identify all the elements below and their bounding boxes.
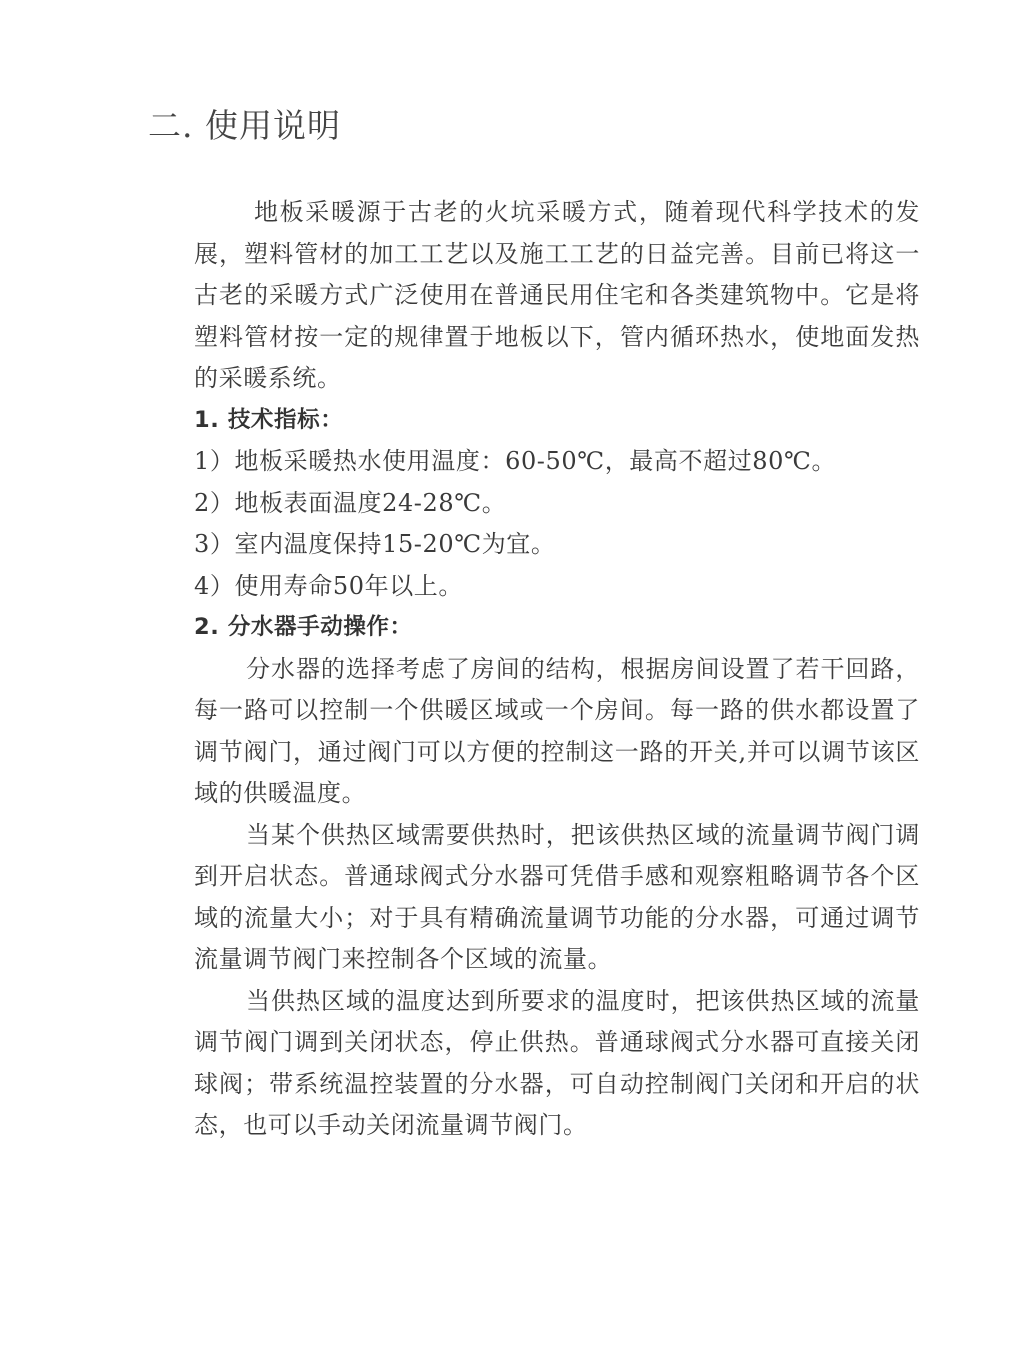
page-title: 二. 使用说明 [148, 106, 341, 145]
spec-item: 1）地板采暖热水使用温度：60-50℃，最高不超过80℃。 [194, 447, 837, 475]
document-body [194, 192, 920, 1147]
manifold-paragraph: 当某个供热区域需要供热时，把该供热区域的流量调节阀门调到开启状态。普通球阀式分水器可凭借手感和观察粗略调节各个区域的流量大小；对于具有精确流量调节功能的分水器，可通过调节流量调节阀门来控制各个区域的流量。 [194, 820, 920, 973]
section-heading-manifold-operation: 2. 分水器手动操作： [194, 614, 413, 640]
spec-item: 2）地板表面温度24-28℃。 [194, 488, 507, 517]
spec-item: 4）使用寿命50年以上。 [194, 571, 464, 600]
manifold-paragraph: 当供热区域的温度达到所要求的温度时，把该供热区域的流量调节阀门调到关闭状态，停止供热。普通球阀式分水器可直接关闭球阀；带系统温控装置的分水器，可自动控制阀门关闭和开启的状态，也可以手动关闭流量调节阀门。 [194, 986, 920, 1139]
spec-item: 3）室内温度保持15-20℃为宜。 [194, 530, 556, 558]
section-heading-technical-specs: 1. 技术指标： [194, 406, 344, 433]
intro-paragraph: 地板采暖源于古老的火坑采暖方式，随着现代科学技术的发展，塑料管材的加工工艺以及施工工艺的日益完善。目前已将这一古老的采暖方式广泛使用在普通民用住宅和各类建筑物中。它是将塑料管材按一定的规律置于地板以下，管内循环热水，使地面发热的采暖系统。 [194, 198, 920, 392]
manifold-paragraph: 分水器的选择考虑了房间的结构，根据房间设置了若干回路，每一路可以控制一个供暖区域或一个房间。每一路的供水都设置了调节阀门，通过阀门可以方便的控制这一路的开关,并可以调节该区域的供暖温度。 [194, 654, 920, 807]
